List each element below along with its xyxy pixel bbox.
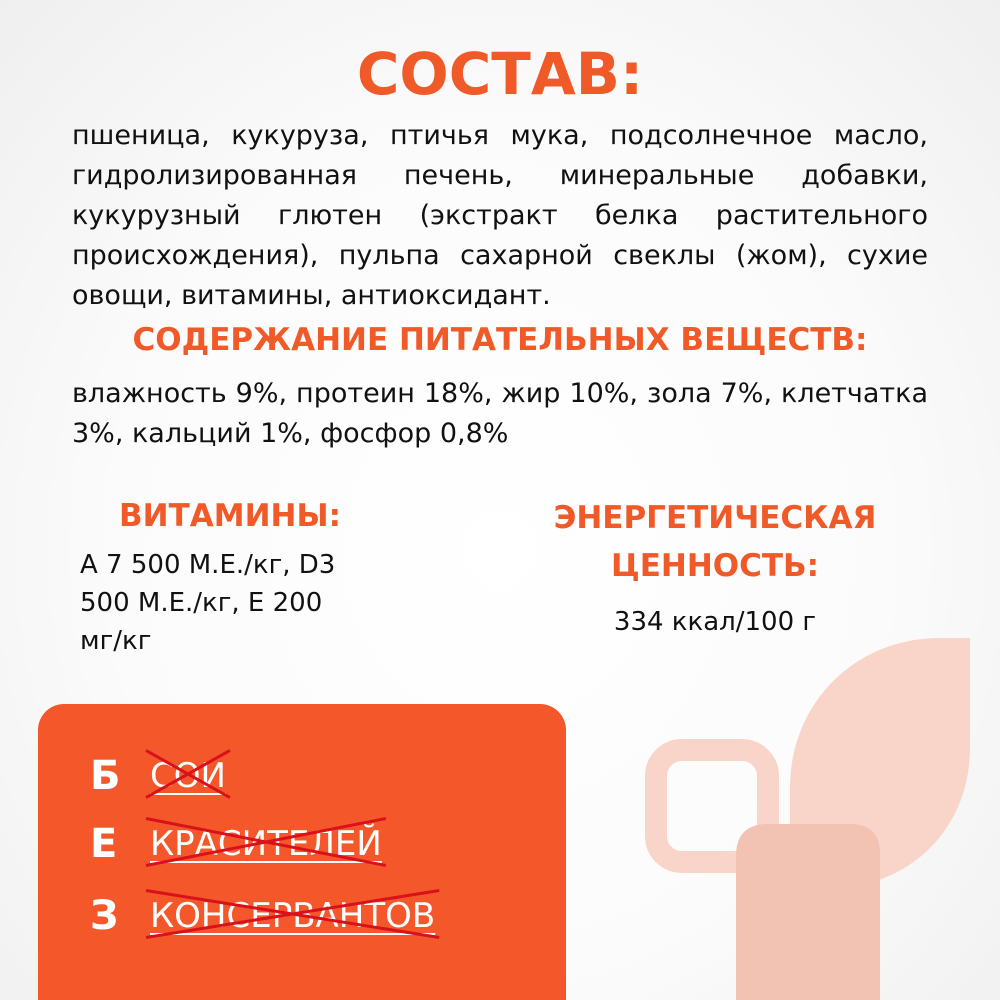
free-from-word: КОНСЕРВАНТОВ — [150, 896, 436, 936]
free-from-letter: З — [90, 893, 119, 939]
cross-out-icon — [146, 746, 230, 802]
free-from-item-dyes — [90, 816, 382, 872]
vitamins-title: ВИТАМИНЫ: — [119, 498, 341, 534]
cross-out-icon — [146, 814, 386, 870]
free-from-letter: Е — [90, 821, 118, 867]
composition-title: СОСТАВ: — [356, 40, 644, 108]
nutrients-text: влажность 9%, протеин 18%, жир 10%, зола 7%, клетчатка 3%, кальций 1%, фосфор 0,8% — [72, 378, 928, 449]
leaf-and-squares-icon — [640, 638, 970, 1000]
free-from-word: СОИ — [150, 756, 226, 796]
nutrients-title: СОДЕРЖАНИЕ ПИТАТЕЛЬНЫХ ВЕЩЕСТВ: — [132, 322, 868, 358]
free-from-panel — [38, 704, 566, 1000]
free-from-letter: Б — [90, 753, 121, 799]
energy-title: ЭНЕРГЕТИЧЕСКАЯ ЦЕННОСТЬ: — [553, 500, 877, 584]
cross-out-icon — [146, 886, 439, 942]
free-from-word: КРАСИТЕЛЕЙ — [150, 824, 382, 864]
free-from-item-soy — [90, 748, 226, 804]
free-from-item-preservatives — [90, 888, 435, 944]
energy-text: 334 ккал/100 г — [613, 607, 817, 637]
vitamins-text: A 7 500 М.Е./кг, D3 500 М.Е./кг, Е 200 мг/кг — [80, 550, 336, 656]
solid-square-shape — [736, 824, 880, 1000]
composition-text: пшеница, кукуруза, птичья мука, подсолнечное масло, гидролизированная печень, минеральные добавки, кукурузный глютен (экстракт белка растительного происхождения), пульпа сахарной свеклы (жом), сухие овощи, витамины, антиоксидант. — [72, 120, 928, 311]
